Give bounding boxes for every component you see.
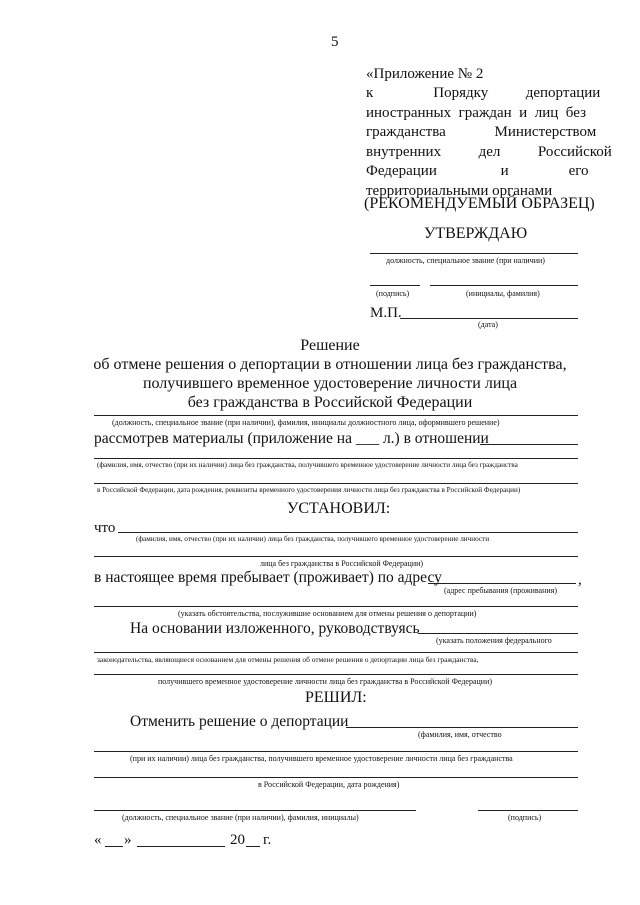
position-caption: должность, специальное звание (при наличии) <box>386 256 545 265</box>
position-line <box>370 253 578 254</box>
considered-caption-1: (фамилия, имя, отчество (при их наличии) лица без гражданства, получившего временное удостоверение личности лица без гражданства <box>97 461 518 469</box>
decided-line-3 <box>94 777 578 778</box>
address-line <box>428 583 576 584</box>
initials-caption: (инициалы, фамилия) <box>466 289 540 298</box>
circumstances-line <box>94 606 578 607</box>
law-line-1 <box>94 652 578 653</box>
date-close-quote: » <box>124 832 132 848</box>
considered-line-2 <box>94 458 578 459</box>
sample-label: (РЕКОМЕНДУЕМЫЙ ОБРАЗЕЦ) <box>364 195 595 212</box>
established-line-2 <box>94 556 578 557</box>
circumstances-caption: (указать обстоятельства, послужившие основанием для отмены решения о депортации) <box>178 609 477 618</box>
sign-caption: (подпись) <box>508 813 542 822</box>
law-caption-1: законодательства, являющиеся основанием для отмены решения об отмене решения о депортации лица без гражданства, <box>97 655 479 664</box>
signature-caption: (подпись) <box>376 289 410 298</box>
address-caption: (адрес пребывания (проживания) <box>444 586 558 595</box>
appendix-line: к Порядку депортации <box>366 85 601 101</box>
established-title: УСТАНОВИЛ: <box>287 500 391 517</box>
date-open-quote: « <box>94 832 102 848</box>
sign-line <box>478 810 578 811</box>
basis-text: На основании изложенного, руководствуясь <box>130 620 420 637</box>
approve-title: УТВЕРЖДАЮ <box>424 225 528 242</box>
official-caption: (должность, специальное звание (при наличии), фамилия, инициалы должностного лица, оформившего решение) <box>112 418 500 427</box>
considered-line-3 <box>94 483 578 484</box>
considered-text: рассмотрев материалы (приложение на ___ л.) в отношении <box>94 430 489 447</box>
page-number: 5 <box>331 34 339 50</box>
stamp-label: М.П. <box>370 305 402 321</box>
decision-title-line: об отмене решения о депортации в отношении лица без гражданства, <box>93 356 567 373</box>
that-line <box>118 532 578 533</box>
date-caption: (дата) <box>478 320 498 329</box>
appendix-line: иностранных граждан и лиц без <box>366 104 586 121</box>
day-line <box>105 846 123 847</box>
appendix-line: гражданства Министерством <box>366 124 597 140</box>
considered-line <box>480 444 578 445</box>
decision-title-line: Решение <box>300 337 360 354</box>
month-line <box>137 846 225 847</box>
initials-line <box>430 285 578 286</box>
that-label: что <box>94 520 116 536</box>
decided-line-2 <box>94 751 578 752</box>
decided-title: РЕШИЛ: <box>305 689 367 706</box>
considered-caption-2: в Российской Федерации, дата рождения, реквизиты временного удостоверения личности лица без гражданства в Российской Федерации) <box>97 486 521 494</box>
signature-line <box>370 285 420 286</box>
basis-line <box>418 633 578 634</box>
sign-position-line <box>94 810 416 811</box>
established-caption-2: лица без гражданства в Российской Федерации) <box>260 559 424 568</box>
official-line <box>94 415 578 416</box>
appendix-text <box>366 84 612 201</box>
appendix-line: Федерации и его <box>366 163 589 179</box>
decided-caption-3: в Российской Федерации, дата рождения) <box>258 780 400 789</box>
appendix-line: территориальными органами <box>366 182 553 199</box>
appendix-line: внутренних дел Российской <box>366 143 612 160</box>
decided-caption-2: (при их наличии) лица без гражданства, получившего временное удостоверение личности лица без гражданства <box>130 754 513 763</box>
law-caption-2: получившего временное удостоверение личности лица без гражданства в Российской Федерации) <box>158 677 493 686</box>
decision-title-line: без гражданства в Российской Федерации <box>187 394 473 411</box>
year-line <box>246 846 260 847</box>
year-prefix: 20 <box>230 832 245 848</box>
decided-caption-1: (фамилия, имя, отчество <box>418 730 502 739</box>
decision-title <box>60 336 600 412</box>
law-line-2 <box>94 674 578 675</box>
decision-title-line: получившего временное удостоверение личности лица <box>142 375 518 392</box>
date-line <box>400 318 578 319</box>
decided-line-1 <box>346 727 578 728</box>
established-caption-1: (фамилия, имя, отчество (при их наличии) лица без гражданства, получившего временное удостоверение личности <box>136 535 490 543</box>
sign-position-caption: (должность, специальное звание (при наличии), фамилия, инициалы) <box>122 813 359 822</box>
basis-caption: (указать положения федерального <box>436 636 552 645</box>
residence-comma: , <box>578 572 582 588</box>
residence-text: в настоящее время пребывает (проживает) по адресу <box>94 569 442 586</box>
decided-text: Отменить решение о депортации <box>130 713 349 730</box>
year-suffix: г. <box>263 832 272 848</box>
appendix-title: «Приложение № 2 <box>366 66 484 82</box>
